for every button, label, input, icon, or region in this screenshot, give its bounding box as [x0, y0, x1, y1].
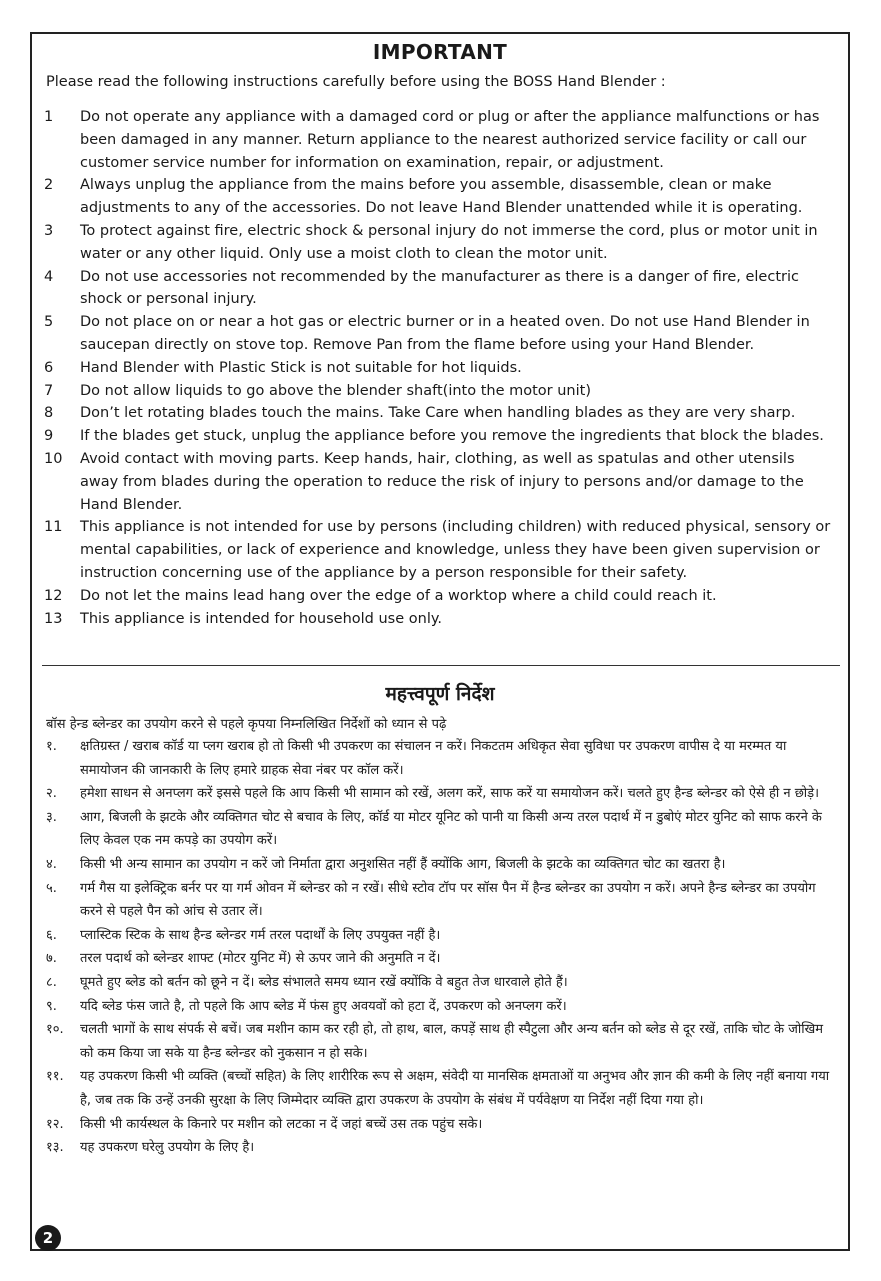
intro-text: Please read the following instructions carefully before using the BOSS Hand Blender : [46, 74, 666, 90]
list-item [46, 995, 836, 1019]
item-text: If the blades get stuck, unplug the appliance before you remove the ingredients that block the blades. [80, 428, 824, 445]
list-item [46, 853, 836, 877]
item-number: १२. [46, 1116, 64, 1132]
list-item [46, 1136, 836, 1160]
item-number: ५. [46, 880, 57, 896]
item-text: घूमते हुए ब्लेड को बर्तन को छूने न दें। ब्लेड संभालते समय ध्यान रखें क्योंकि वे बहुत तेज धारवाले होते हैं। [80, 974, 568, 990]
item-number: 13 [44, 610, 63, 627]
section-divider [42, 665, 840, 666]
list-item [46, 735, 836, 782]
item-number: ६. [46, 927, 57, 943]
list-item [46, 806, 836, 853]
item-text: Don’t let rotating blades touch the mains. Take Care when handling blades as they are very sharp. [80, 405, 796, 422]
list-item [46, 971, 836, 995]
item-text: Do not allow liquids to go above the blender shaft(into the motor unit) [80, 382, 591, 399]
english-instructions-list [44, 106, 834, 630]
item-text: किसी भी कार्यस्थल के किनारे पर मशीन को लटका न दें जहां बच्चें उस तक पहुंच सके। [80, 1116, 483, 1132]
item-number: 4 [44, 268, 54, 285]
page-title: IMPORTANT [372, 40, 508, 64]
list-item [46, 1018, 836, 1065]
page-number-badge: 2 [35, 1225, 61, 1251]
item-number: 2 [44, 177, 54, 194]
list-item [46, 782, 836, 806]
item-text: Always unplug the appliance from the mains before you assemble, disassemble, clean or make adjustments to any of the accessories. Do not leave Hand Blender unattended while it is operating. [80, 177, 803, 217]
list-item [44, 448, 834, 516]
list-item [44, 266, 834, 312]
list-item [44, 357, 834, 380]
hindi-intro-text: बॉस हेन्ड ब्लेन्डर का उपयोग करने से पहले कृपया निम्नलिखित निर्देशों को ध्यान से पढ़े [46, 717, 447, 732]
list-item [46, 877, 836, 924]
item-number: 1 [44, 109, 54, 125]
item-number: २. [46, 786, 57, 802]
item-text: किसी भी अन्य सामान का उपयोग न करें जो निर्माता द्वारा अनुशसित नहीं हैं क्योंकि आग, बिजली के झटके का व्यक्तिगत चोट का खतरा है। [80, 856, 726, 872]
list-item [44, 585, 834, 608]
item-number: ११. [46, 1069, 64, 1085]
page-frame [30, 32, 850, 1251]
item-number: 10 [44, 450, 63, 467]
item-text: यदि ब्लेड फंस जाते है, तो पहले कि आप ब्लेड में फंस हुए अवयवों को हटा दें, उपकरण को अनप्लग करें। [80, 998, 567, 1014]
list-item [44, 106, 834, 174]
item-text: Hand Blender with Plastic Stick is not suitable for hot liquids. [80, 359, 522, 376]
item-text: Do not use accessories not recommended by the manufacturer as there is a danger of fire, electric shock or personal injury. [80, 268, 799, 308]
hindi-title: महत्त्वपूर्ण निर्देश [385, 683, 495, 705]
list-item [44, 425, 834, 448]
list-item [44, 380, 834, 403]
list-item [46, 947, 836, 971]
item-number: 11 [44, 519, 63, 536]
item-text: तरल पदार्थ को ब्लेन्डर शाफ्ट (मोटर युनिट में) से ऊपर जाने की अनुमति न दें। [80, 951, 441, 967]
item-text: प्लास्टिक स्टिक के साथ हैन्ड ब्लेन्डर गर्म तरल पदार्थों के लिए उपयुक्त नहीं है। [80, 927, 441, 943]
list-item [44, 174, 834, 220]
item-text: To protect against fire, electric shock & personal injury do not immerse the cord, plus or motor unit in water or any other liquid. Only use a moist cloth to clean the motor unit. [80, 222, 818, 262]
list-item [44, 516, 834, 584]
list-item [44, 608, 834, 631]
item-text: गर्म गैस या इलेक्ट्रिक बर्नर पर या गर्म ओवन में ब्लेन्डर को न रखें। सीधे स्टोव टॉप पर सॉस पैन में हैन्ड ब्लेन्डर का उपयोग न करें। अपने हैन्ड ब्लेन्डर का उपयोग करने से पहले पैन को आंच से उतार लें। [80, 880, 816, 920]
item-number: 7 [44, 382, 54, 399]
item-number: ९. [46, 998, 57, 1014]
item-text: Avoid contact with moving parts. Keep hands, hair, clothing, as well as spatulas and other utensils away from blades during the operation to reduce the risk of injury to persons and/or damage to the Hand Blender. [80, 450, 804, 513]
item-text: हमेशा साधन से अनप्लग करें इससे पहले कि आप किसी भी सामान को रखें, अलग करें, साफ करें या समायोजन करें। चलते हुए हैन्ड ब्लेन्डर को ऐसे ही न छोड़े। [80, 786, 820, 802]
item-number: ८. [46, 974, 57, 990]
item-text: यह उपकरण घरेलु उपयोग के लिए है। [80, 1140, 255, 1156]
item-text: This appliance is not intended for use by persons (including children) with reduced physical, sensory or mental capabilities, or lack of experience and knowledge, unless they have been given supervision or instruction concerning use of the appliance by a person responsible for their safety. [80, 519, 831, 581]
list-item [46, 1113, 836, 1137]
item-text: Do not operate any appliance with a damaged cord or plug or after the appliance malfunctions or has been damaged in any manner. Return appliance to the nearest authorized service facility or call our customer service number for information on examination, repair, or adjustment. [80, 109, 820, 171]
item-number: ३. [46, 809, 57, 825]
item-number: 3 [44, 222, 54, 239]
item-number: ४. [46, 856, 57, 872]
item-text: यह उपकरण किसी भी व्यक्ति (बच्चों सहित) के लिए शारीरिक रूप से अक्षम, संवेदी या मानसिक क्षमताओं या अनुभव और ज्ञान की कमी के लिए नहीं बनाया गया है, जब तक कि उन्हें उनकी सुरक्षा के लिए जिम्मेदार व्यक्ति द्वारा उपकरण के उपयोग के संबंध में पर्यवेक्षण या निर्देश नहीं दिया गया हो। [80, 1069, 830, 1108]
list-item [46, 924, 836, 948]
item-text: This appliance is intended for household use only. [80, 610, 442, 627]
item-number: १०. [46, 1022, 64, 1038]
item-number: 5 [44, 314, 54, 331]
item-number: 9 [44, 428, 54, 445]
item-number: 6 [44, 359, 54, 376]
item-text: आग, बिजली के झटके और व्यक्तिगत चोट से बचाव के लिए, कॉर्ड या मोटर यूनिट को पानी या किसी अन्य तरल पदार्थ में न डुबोएं मोटर युनिट को साफ करने के लिए केवल एक नम कपड़े का उपयोग करें। [80, 809, 822, 849]
item-text: चलती भागों के साथ संपर्क से बचें। जब मशीन काम कर रही हो, तो हाथ, बाल, कपड़ें साथ ही स्पैटुला और अन्य बर्तन को ब्लेड से दूर रखें, ताकि चोट के जोखिम को कम किया जा सके या हैन्ड ब्लेन्डर को नुकसान न हो सके। [80, 1022, 824, 1061]
list-item [44, 220, 834, 266]
item-text: क्षतिग्रस्त / खराब कॉर्ड या प्लग खराब हो तो किसी भी उपकरण का संचालन न करें। निकटतम अधिकृत सेवा सुविधा पर उपकरण वापीस दे या मरम्मत या समायोजन की जानकारी के लिए हमारे ग्राहक सेवा नंबर पर कॉल करें। [80, 739, 787, 778]
item-number: 8 [44, 405, 54, 422]
list-item [44, 311, 834, 357]
list-item [44, 402, 834, 425]
item-number: १. [46, 739, 57, 754]
list-item [46, 1065, 836, 1112]
item-text: Do not place on or near a hot gas or electric burner or in a heated oven. Do not use Hand Blender in saucepan directly on stove top. Remove Pan from the flame before using your Hand Blender. [80, 314, 810, 353]
item-text: Do not let the mains lead hang over the edge of a worktop where a child could reach it. [80, 587, 717, 604]
item-number: ७. [46, 951, 57, 967]
item-number: 12 [44, 587, 63, 604]
item-number: १३. [46, 1140, 64, 1156]
hindi-instructions-list [46, 735, 836, 1160]
